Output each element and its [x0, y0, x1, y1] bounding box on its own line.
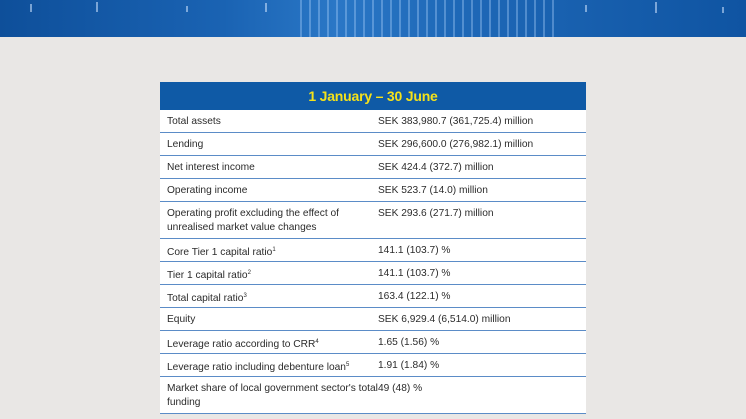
table-row — [160, 179, 586, 202]
table-row — [160, 133, 586, 156]
key-figures-table — [160, 82, 586, 414]
row-value: SEK 6,929.4 (6,514.0) million — [378, 314, 511, 325]
row-value: SEK 523.7 (14.0) million — [378, 185, 488, 196]
footnote-marker: 3 — [243, 293, 247, 299]
row-value: SEK 424.4 (372.7) million — [378, 162, 494, 173]
table-header-period: 1 January – 30 June — [160, 82, 586, 110]
row-value: SEK 383,980.7 (361,725.4) million — [378, 116, 534, 127]
table-row — [160, 110, 586, 133]
row-value: 141.1 (103.7) % — [378, 245, 451, 256]
row-label: Equity — [167, 314, 196, 325]
banner-sparkle — [186, 6, 188, 12]
banner-sparkle — [265, 3, 267, 12]
banner-light-streaks — [300, 0, 560, 37]
table-row — [160, 308, 586, 331]
row-value: 1.91 (1.84) % — [378, 360, 440, 371]
row-label: Core Tier 1 capital ratio$^1$ — [167, 247, 276, 258]
banner-sparkle — [30, 4, 32, 12]
row-label: Operating profit excluding the effect of unrealised market value changes — [167, 208, 339, 233]
row-label: Leverage ratio according to CRR$^4$ — [167, 339, 319, 350]
banner-sparkle — [722, 7, 724, 13]
row-value: 141.1 (103.7) % — [378, 268, 451, 279]
row-value: SEK 293.6 (271.7) million — [378, 208, 494, 219]
table-row — [160, 262, 586, 285]
row-label: Net interest income — [167, 162, 255, 173]
banner-sparkle — [96, 2, 98, 12]
banner-sparkle — [655, 2, 657, 13]
row-label: Market share of local government sector's total funding — [167, 383, 378, 408]
table-row — [160, 202, 586, 239]
row-label: Operating income — [167, 185, 248, 196]
footnote-marker: 4 — [315, 339, 319, 345]
table-row — [160, 377, 586, 414]
row-label: Tier 1 capital ratio$^2$ — [167, 270, 251, 281]
table-row — [160, 354, 586, 377]
footnote-marker: 1 — [272, 247, 276, 253]
row-value: SEK 296,600.0 (276,982.1) million — [378, 139, 534, 150]
table-row — [160, 331, 586, 354]
row-label: Total assets — [167, 116, 221, 127]
row-label: Lending — [167, 139, 204, 150]
footnote-marker: 2 — [247, 270, 251, 276]
row-value: 49 (48) % — [378, 383, 423, 394]
row-value: 163.4 (122.1) % — [378, 291, 451, 302]
footnote-marker: 5 — [345, 362, 350, 368]
row-label: Total capital ratio$^3$ — [167, 293, 247, 304]
row-value: 1.65 (1.56) % — [378, 337, 440, 348]
banner-sparkle — [585, 5, 587, 12]
table-row — [160, 156, 586, 179]
table-row — [160, 239, 586, 262]
row-label: Leverage ratio including debenture loan$^5$ — [167, 362, 350, 373]
table-row — [160, 285, 586, 308]
header-banner-image — [0, 0, 746, 37]
